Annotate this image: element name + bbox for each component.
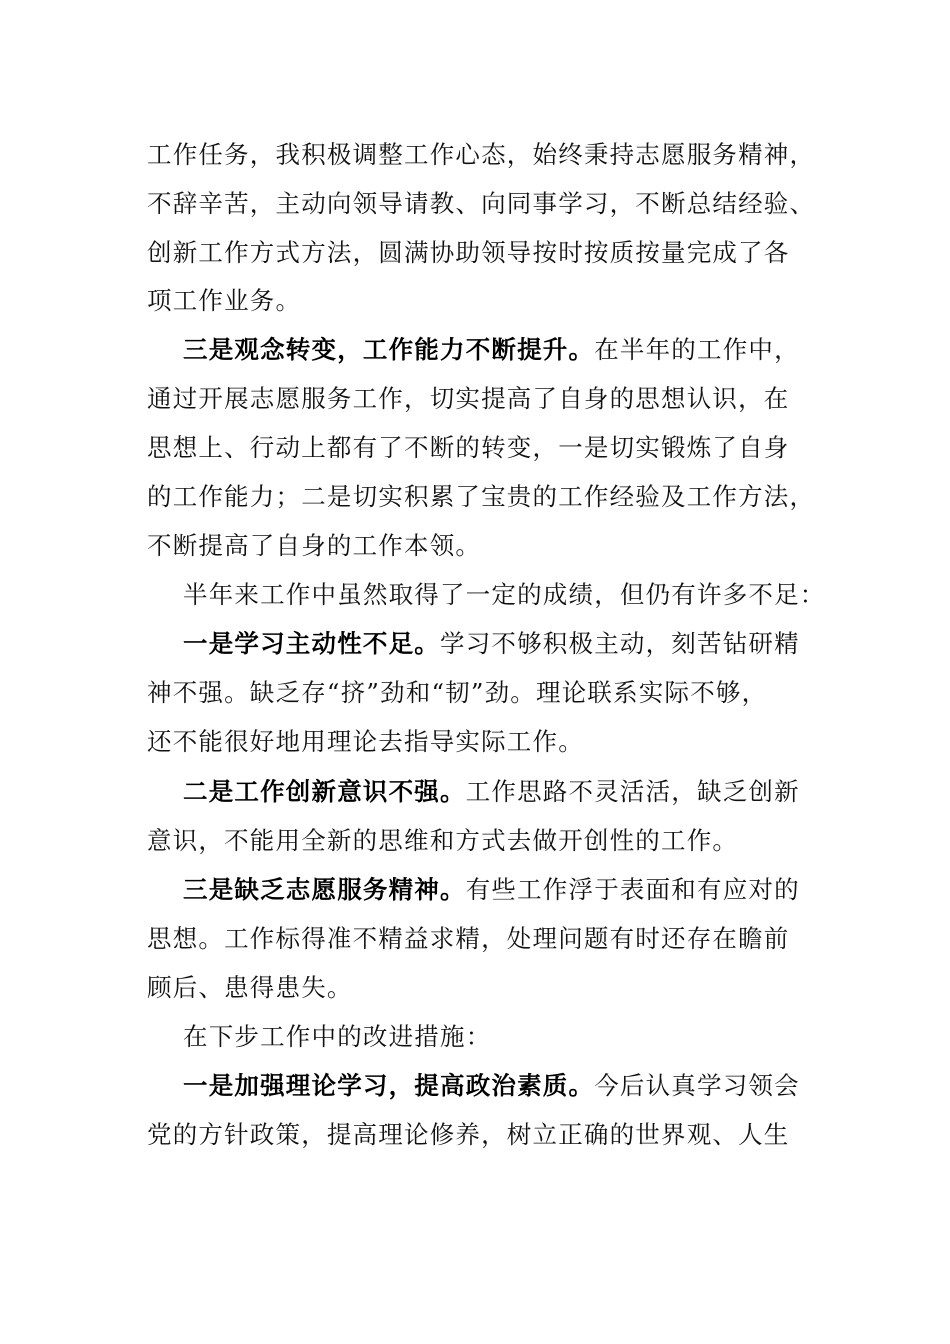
body-text: 半年来工作中虽然取得了一定的成绩，但仍有许多不足： xyxy=(183,580,826,609)
text-line xyxy=(147,1115,827,1155)
text-line xyxy=(147,477,827,517)
text-line xyxy=(147,233,827,273)
body-text: 创新工作方式方法，圆满协助领导按时按质按量完成了各 xyxy=(147,238,790,267)
body-text: 神不强。缺乏存“挤”劲和“韧”劲。理论联系实际不够， xyxy=(147,678,768,707)
bold-lead: 一是学习主动性不足。 xyxy=(183,629,440,658)
text-line xyxy=(147,281,827,321)
paragraph-start-line xyxy=(183,624,863,664)
body-text: 不辞辛苦，主动向领导请教、向同事学习，不断总结经验、 xyxy=(147,189,816,218)
body-text: 通过开展志愿服务工作，切实提高了自身的思想认识，在 xyxy=(147,384,790,413)
bold-lead: 三是缺乏志愿服务精神。 xyxy=(183,875,466,904)
body-text: 思想。工作标得准不精益求精，处理问题有时还存在瞻前 xyxy=(147,924,790,953)
paragraph-start-line xyxy=(183,870,863,910)
body-text: 意识，不能用全新的思维和方式去做开创性的工作。 xyxy=(147,826,739,855)
body-text: 在半年的工作中， xyxy=(594,335,800,364)
text-line xyxy=(147,428,827,468)
text-line xyxy=(147,379,827,419)
text-line xyxy=(147,919,827,959)
paragraph-start-line xyxy=(183,575,863,615)
paragraph-start-line xyxy=(183,330,863,370)
body-text: 学习不够积极主动，刻苦钻研精 xyxy=(440,629,800,658)
body-text: 思想上、行动上都有了不断的转变，一是切实锻炼了自身 xyxy=(147,433,790,462)
text-line xyxy=(147,722,827,762)
bold-lead: 三是观念转变，工作能力不断提升。 xyxy=(183,335,595,364)
body-text: 项工作业务。 xyxy=(147,286,302,315)
text-line xyxy=(147,184,827,224)
text-line xyxy=(147,968,827,1008)
body-text: 的工作能力；二是切实积累了宝贵的工作经验及工作方法， xyxy=(147,482,816,511)
body-text: 不断提高了自身的工作本领。 xyxy=(147,531,482,560)
body-text: 在下步工作中的改进措施： xyxy=(183,1022,492,1051)
body-text: 党的方针政策，提高理论修养，树立正确的世界观、人生 xyxy=(147,1120,790,1149)
text-line xyxy=(147,821,827,861)
body-text: 工作任务，我积极调整工作心态，始终秉持志愿服务精神， xyxy=(147,140,816,169)
body-text: 有些工作浮于表面和有应对的 xyxy=(465,875,800,904)
paragraph-start-line xyxy=(183,1017,863,1057)
body-text: 工作思路不灵活活，缺乏创新 xyxy=(465,777,800,806)
paragraph-start-line xyxy=(183,772,863,812)
body-text: 顾后、患得患失。 xyxy=(147,973,353,1002)
text-line xyxy=(147,526,827,566)
text-line xyxy=(147,673,827,713)
bold-lead: 二是工作创新意识不强。 xyxy=(183,777,466,806)
paragraph-start-line xyxy=(183,1066,863,1106)
bold-lead: 一是加强理论学习，提高政治素质。 xyxy=(183,1071,595,1100)
text-line xyxy=(147,135,827,175)
body-text: 还不能很好地用理论去指导实际工作。 xyxy=(147,727,584,756)
body-text: 今后认真学习领会 xyxy=(594,1071,800,1100)
